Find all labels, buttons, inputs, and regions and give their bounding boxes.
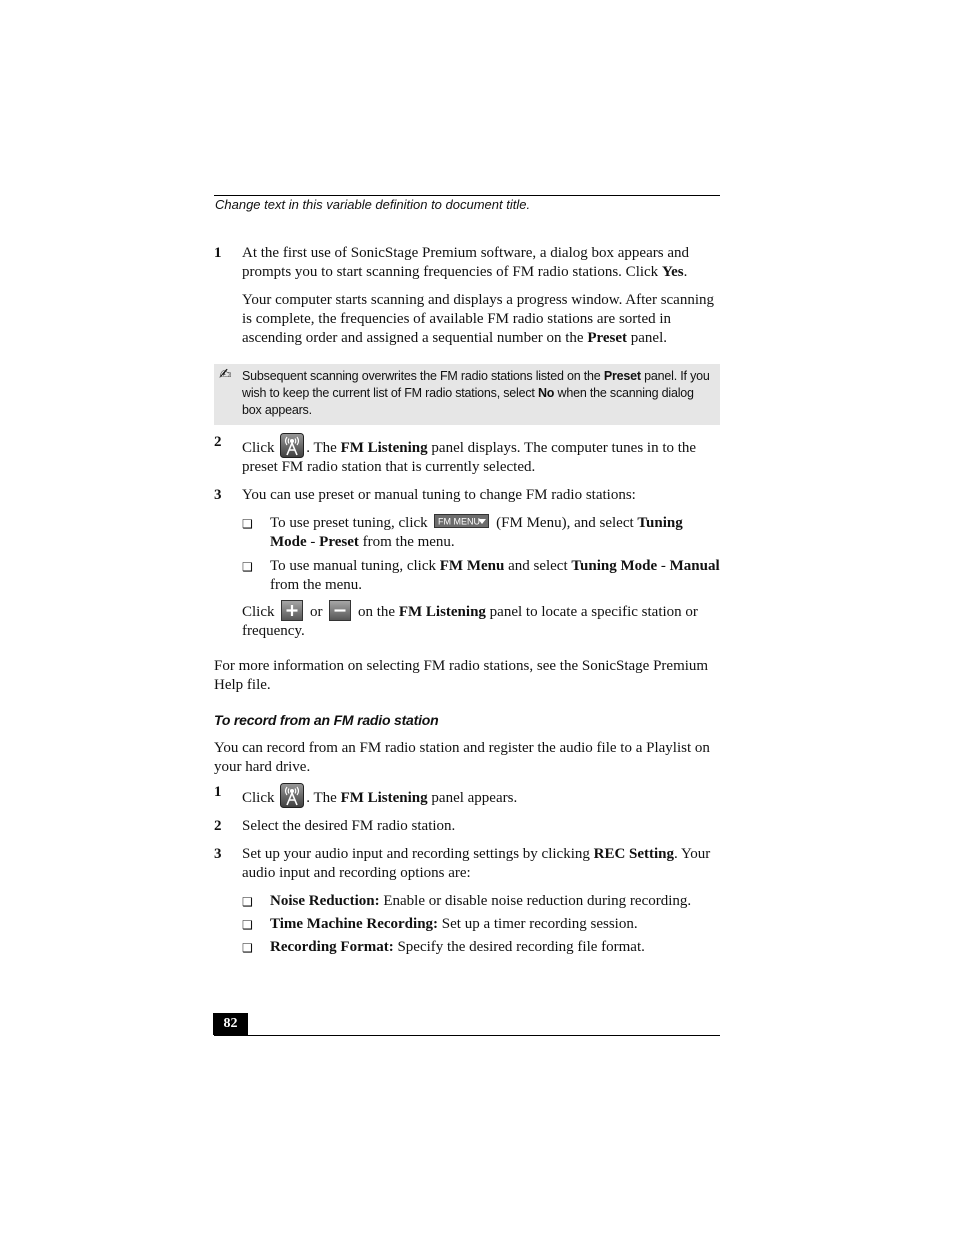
- step-3: 3 You can use preset or manual tuning to change FM radio stations:: [214, 487, 636, 503]
- fm-menu-label: FM MENU: [438, 516, 481, 527]
- more-info-paragraph: For more information on selecting FM radio stations, see the SonicStage Premium Help file.: [214, 658, 709, 693]
- step-2: 2 Click . The FM Listening panel displays. The computer tunes in to the preset FM radio station that is currently selected.: [214, 434, 697, 475]
- bullet-box-icon: ❑: [242, 560, 253, 574]
- click-plus-minus: Click or on the FM Listening panel to locate a specific station or frequency.: [214, 600, 720, 641]
- header-rule: [214, 195, 720, 196]
- step-1: 1 At the first use of SonicStage Premium software, a dialog box appears and prompts you to start scanning frequencies of FM radio stations. Click Yes. Your computer starts scanning and displays a progress window. After scanning is complete, the frequencies of available FM radio stations are sorted in ascending order and assigned a sequential number on the Preset panel.: [214, 244, 720, 348]
- bullet-box-icon: ❑: [242, 941, 253, 955]
- list-item: ❑ Noise Reduction: Enable or disable noise reduction during recording.: [214, 892, 720, 911]
- note-box: ✍ Subsequent scanning overwrites the FM radio stations listed on the Preset panel. If you wish to keep the current list of FM radio stations, select No when the scanning dialog box appears.: [214, 364, 720, 425]
- fm-menu-button[interactable]: [434, 514, 489, 528]
- list-item: ❑ Recording Format: Specify the desired recording file format.: [214, 938, 720, 957]
- bullet-box-icon: ❑: [242, 895, 253, 909]
- note-pencil-icon: ✍: [219, 366, 232, 383]
- record-step-3: 3 Set up your audio input and recording settings by clicking REC Setting. Your audio input and recording options are:: [214, 846, 711, 881]
- record-intro: You can record from an FM radio station and register the audio file to a Playlist on your hard drive.: [214, 740, 710, 775]
- footer-rule: [214, 1035, 720, 1036]
- step-number: 1: [214, 245, 222, 261]
- page-body: [214, 244, 720, 957]
- minus-button-icon[interactable]: [329, 600, 351, 621]
- list-item: ❑ Time Machine Recording: Set up a timer recording session.: [214, 915, 720, 934]
- fm-antenna-icon[interactable]: [280, 433, 304, 458]
- section-heading: To record from an FM radio station: [214, 712, 439, 728]
- plus-button-icon[interactable]: [281, 600, 303, 621]
- list-item-preset-tuning: ❑ To use preset tuning, click FM MENU (FM Menu), and select Tuning Mode - Preset from the menu.: [242, 515, 683, 550]
- page-number: 82: [213, 1013, 248, 1035]
- scan-description: Your computer starts scanning and displays a progress window. After scanning is complete, the frequencies of available FM radio stations are sorted in ascending order and assigned a sequential number on the Preset panel.: [242, 292, 715, 346]
- record-step-1: 1 Click . The FM Listening panel appears.: [214, 784, 518, 806]
- bullet-box-icon: ❑: [242, 517, 253, 531]
- list-item-manual-tuning: ❑ To use manual tuning, click FM Menu and select Tuning Mode - Manual from the menu.: [242, 558, 720, 593]
- document-title: Change text in this variable definition to document title.: [215, 197, 531, 212]
- bullet-box-icon: ❑: [242, 918, 253, 932]
- record-step-2: 2 Select the desired FM radio station.: [214, 818, 456, 834]
- fm-antenna-icon[interactable]: [280, 783, 304, 808]
